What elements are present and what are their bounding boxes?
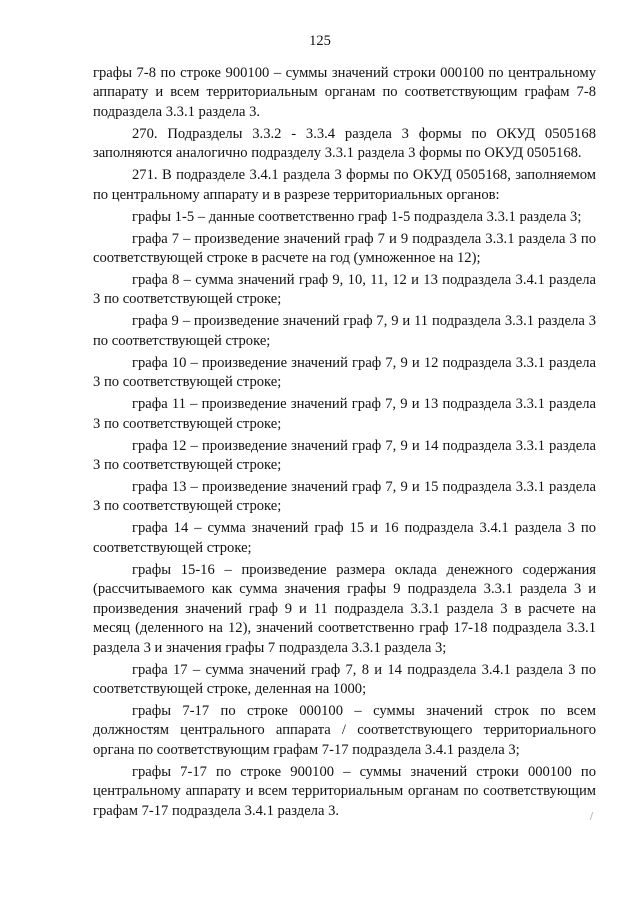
paragraph-column-14: графа 14 – сумма значений граф 15 и 16 подраздела 3.4.1 раздела 3 по соответствующей строке; [93, 520, 596, 556]
paragraph-continuation: графы 7-8 по строке 900100 – суммы значений строки 000100 по центральному аппарату и всем территориальным органам по соответствующим графам 7-8 подраздела 3.3.1 раздела 3. [93, 65, 596, 120]
paragraph-column-7: графа 7 – произведение значений граф 7 и 9 подраздела 3.3.1 раздела 3 по соответствующей строке в расчете на год (умноженное на 12); [93, 230, 596, 267]
paragraph-271: 271. В подразделе 3.4.1 раздела 3 формы по ОКУД 0505168, заполняемом по центральному аппарату и в разрезе территориальных органов: [93, 167, 596, 203]
paragraph-column-12: графа 12 – произведение значений граф 7, 9 и 14 подраздела 3.3.1 раздела 3 по соответствующей строке; [93, 437, 596, 474]
paragraph-column-11: графа 11 – произведение значений граф 7, 9 и 13 подраздела 3.3.1 раздела 3 по соответствующей строке; [93, 396, 596, 432]
paragraph-columns-7-17-row-000100: графы 7-17 по строке 000100 – суммы значений строк по всем должностям центрального аппарата / соответствующего территориального органа по соответствующим графам 7-17 подраздела 3.4.1 раздела 3; [93, 702, 596, 758]
document-body [93, 64, 596, 824]
paragraph-column-8: графа 8 – сумма значений граф 9, 10, 11, 12 и 13 подраздела 3.4.1 раздела 3 по соответствующей строке; [93, 272, 596, 308]
paragraph-column-10: графа 10 – произведение значений граф 7, 9 и 12 подраздела 3.3.1 раздела 3 по соответствующей строке; [93, 354, 596, 391]
paragraph-column-13: графа 13 – произведение значений граф 7, 9 и 15 подраздела 3.3.1 раздела 3 по соответствующей строке; [93, 479, 596, 515]
paragraph-column-9: графа 9 – произведение значений граф 7, 9 и 11 подраздела 3.3.1 раздела 3 по соответствующей строке; [93, 313, 596, 349]
paragraph-column-17: графа 17 – сумма значений граф 7, 8 и 14 подраздела 3.4.1 раздела 3 по соответствующей строке, деленная на 1000; [93, 661, 596, 697]
paragraph-columns-1-5: графы 1-5 – данные соответственно граф 1-5 подраздела 3.3.1 раздела 3; [132, 208, 582, 225]
paragraph-columns-15-16: графы 15-16 – произведение размера оклада денежного содержания (рассчитываемого как сумма значения графы 9 подраздела 3.3.1 раздела 3 и произведения значений граф 9 и 11 подраздела 3.3.1 раздела 3 в расчете на месяц (деленного на 12), значений соответственно граф 17-18 подраздела 3.3.1 раздела 3 и значения графы 7 подраздела 3.3.1 раздела 3; [93, 561, 596, 656]
paragraph-270: 270. Подразделы 3.3.2 - 3.3.4 раздела 3 формы по ОКУД 0505168 заполняются аналогично подразделу 3.3.1 раздела 3 формы по ОКУД 0505168. [93, 125, 596, 162]
paragraph-columns-7-17-row-900100: графы 7-17 по строке 900100 – суммы значений строки 000100 по центральному аппарату и всем территориальным органам по соответствующим графам 7-17 подраздела 3.4.1 раздела 3. [93, 763, 596, 819]
page-number: 125 [309, 33, 331, 49]
